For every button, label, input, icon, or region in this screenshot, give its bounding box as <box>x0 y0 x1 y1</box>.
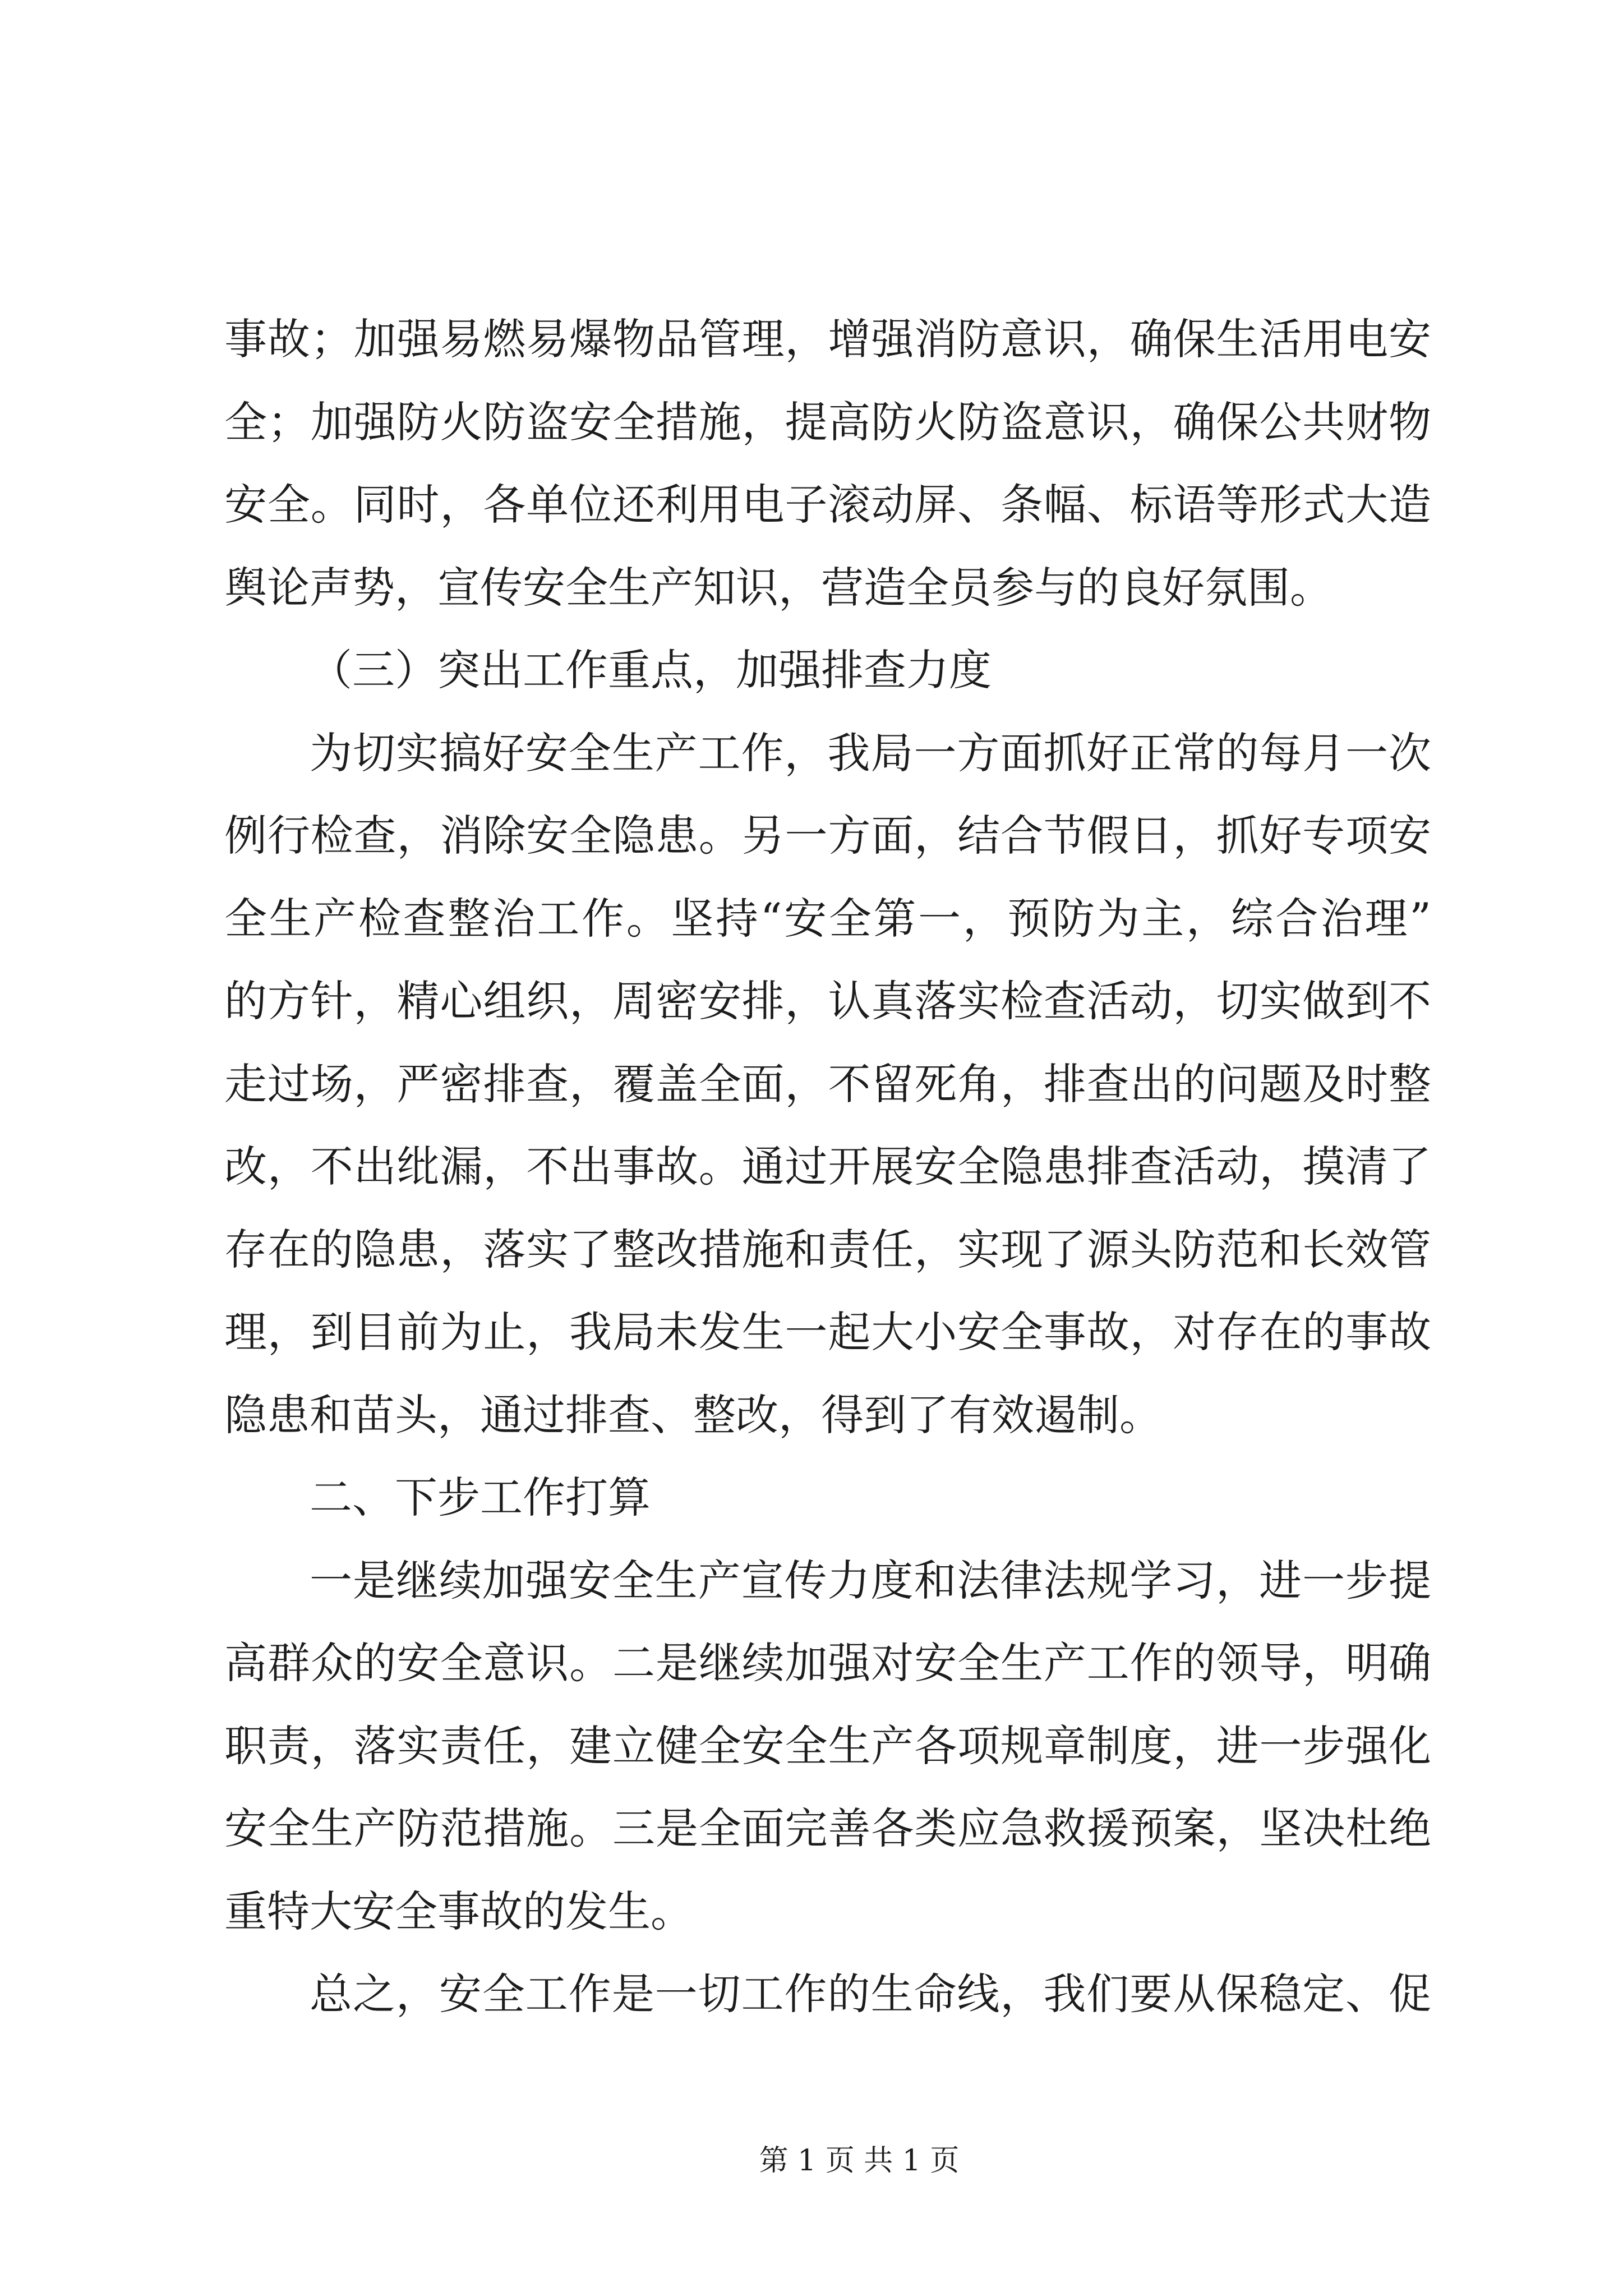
page-number-footer: 第 1 页 共 1 页 <box>759 2144 960 2178</box>
section-heading <box>224 1456 1431 1539</box>
text-line: 全生产检查整治工作。坚持“安全第一，预防为主，综合治理” <box>224 893 1431 944</box>
section-heading-text: （三）突出工作重点，加强排查力度 <box>310 645 992 695</box>
text-line: 舆论声势，宣传安全生产知识，营造全员参与的良好氛围。 <box>224 562 1332 613</box>
text-line: 改，不出纰漏，不出事故。通过开展安全隐患排查活动，摸清了 <box>224 1142 1431 1191</box>
text-line: 隐患和苗头，通过排查、整改，得到了有效遏制。 <box>224 1389 1162 1440</box>
text-line: 职责，落实责任，建立健全安全生产各项规章制度，进一步强化 <box>224 1720 1431 1771</box>
text-line: 例行检查，消除安全隐患。另一方面，结合节假日，抓好专项安 <box>224 811 1431 861</box>
text-line: 总之，安全工作是一切工作的生命线，我们要从保稳定、促 <box>310 1969 1431 2019</box>
text-line: 理，到目前为止，我局未发生一起大小安全事故，对存在的事故 <box>224 1307 1431 1357</box>
text-line: 一是继续加强安全生产宣传力度和法律法规学习，进一步提 <box>310 1555 1431 1605</box>
text-line: 安全。同时，各单位还利用电子滚动屏、条幅、标语等形式大造 <box>224 480 1431 530</box>
text-line: 高群众的安全意识。二是继续加强对安全生产工作的领导，明确 <box>224 1638 1431 1688</box>
text-line: 安全生产防范措施。三是全面完善各类应急救援预案，坚决杜绝 <box>224 1803 1431 1853</box>
section-heading <box>224 629 1431 712</box>
text-line: 全；加强防火防盗安全措施，提高防火防盗意识，确保公共财物 <box>224 397 1431 447</box>
text-line: 存在的隐患，落实了整改措施和责任，实现了源头防范和长效管 <box>224 1224 1431 1274</box>
section-heading-text: 二、下步工作打算 <box>310 1473 651 1522</box>
text-line: 事故；加强易燃易爆物品管理，增强消防意识，确保生活用电安 <box>224 314 1431 364</box>
text-line: 重特大安全事故的发生。 <box>224 1886 693 1936</box>
paragraph <box>224 298 1431 629</box>
text-line: 走过场，严密排查，覆盖全面，不留死角，排查出的问题及时整 <box>224 1059 1431 1109</box>
text-line: 的方针，精心组织，周密安排，认真落实检查活动，切实做到不 <box>224 976 1431 1026</box>
paragraph <box>224 1539 1431 1953</box>
paragraph <box>224 1953 1431 2036</box>
paragraph <box>224 712 1431 1457</box>
document-body <box>224 298 1431 2036</box>
text-line: 为切实搞好安全生产工作，我局一方面抓好正常的每月一次 <box>310 728 1431 778</box>
